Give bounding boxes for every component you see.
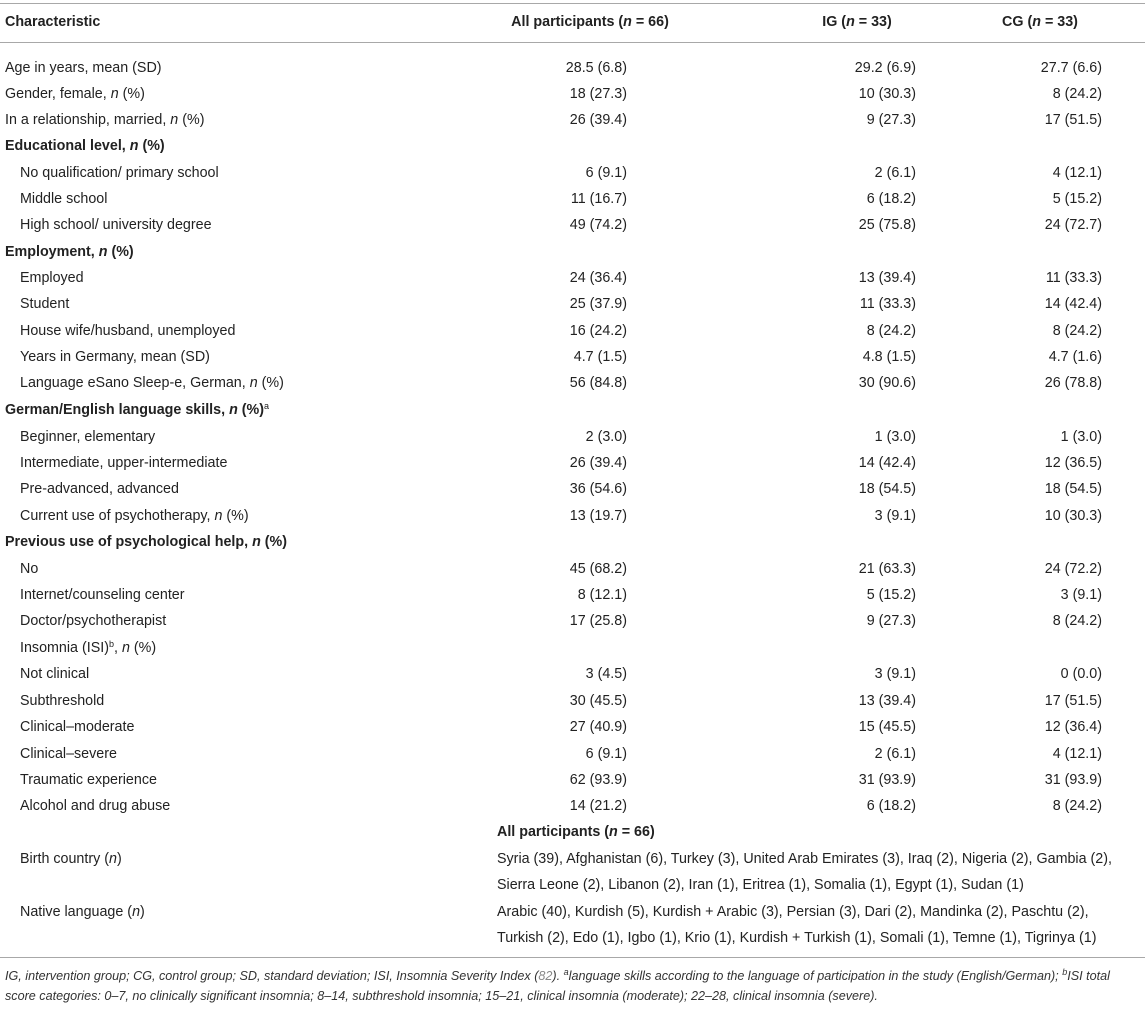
header-all-participants: All participants (n = 66) bbox=[511, 14, 669, 30]
section-heading: Previous use of psychological help, n (%) bbox=[5, 534, 288, 550]
native-language-row-continued: Turkish (2), Edo (1), Igbo (1), Krio (1), Kurdish + Turkish (1), Somali (1), Temne (1), Tigrinya (1) bbox=[497, 930, 1097, 946]
birth-country-row-continued: Sierra Leone (2), Libanon (2), Iran (1), Eritrea (1), Somalia (1), Egypt (1), Sudan (1) bbox=[497, 877, 1024, 893]
table-row: Traumatic experience 62 (93.9) 31 (93.9) 31 (93.9) bbox=[20, 772, 1102, 788]
subheader-all-participants: All participants (n = 66) bbox=[497, 824, 655, 840]
table-row: No 45 (68.2) 21 (63.3) 24 (72.2) bbox=[20, 561, 1102, 577]
section-heading: Employment, n (%) bbox=[5, 244, 134, 260]
table-row: House wife/husband, unemployed 16 (24.2) 8 (24.2) 8 (24.2) bbox=[20, 323, 1102, 339]
table-row: No qualification/ primary school 6 (9.1) 2 (6.1) 4 (12.1) bbox=[20, 165, 1102, 181]
top-rule bbox=[0, 3, 1145, 4]
table-row: Employed 24 (36.4) 13 (39.4) 11 (33.3) bbox=[20, 270, 1102, 286]
header-cg: CG (n = 33) bbox=[1002, 14, 1078, 30]
table-row: Gender, female, n (%) 18 (27.3) 10 (30.3) 8 (24.2) bbox=[5, 86, 1102, 102]
bottom-rule bbox=[0, 957, 1145, 958]
table-row: Middle school 11 (16.7) 6 (18.2) 5 (15.2) bbox=[20, 191, 1102, 207]
table-row: Subthreshold 30 (45.5) 13 (39.4) 17 (51.5) bbox=[20, 693, 1102, 709]
table-row: In a relationship, married, n (%) 26 (39.4) 9 (27.3) 17 (51.5) bbox=[5, 112, 1102, 128]
header-rule bbox=[0, 42, 1145, 43]
native-language-row: Native language (n) Arabic (40), Kurdish (5), Kurdish + Arabic (3), Persian (3), Dari (2), Mandinka (2), Paschtu (2), bbox=[20, 904, 1089, 920]
table-row: Pre-advanced, advanced 36 (54.6) 18 (54.5) 18 (54.5) bbox=[20, 481, 1102, 497]
birth-country-row: Birth country (n) Syria (39), Afghanistan (6), Turkey (3), United Arab Emirates (3), Iraq (2), Nigeria (2), Gambia (2), bbox=[20, 851, 1112, 867]
table-row: Age in years, mean (SD) 28.5 (6.8) 29.2 (6.9) 27.7 (6.6) bbox=[5, 60, 1102, 76]
table-row: High school/ university degree 49 (74.2) 25 (75.8) 24 (72.7) bbox=[20, 217, 1102, 233]
table-row: Intermediate, upper-intermediate 26 (39.4) 14 (42.4) 12 (36.5) bbox=[20, 455, 1102, 471]
table-header-row bbox=[0, 9, 1145, 35]
reference-link[interactable]: 82 bbox=[538, 969, 553, 983]
table-row: Beginner, elementary 2 (3.0) 1 (3.0) 1 (3.0) bbox=[20, 429, 1102, 445]
table-row: Clinical–moderate 27 (40.9) 15 (45.5) 12 (36.4) bbox=[20, 719, 1102, 735]
table-row: Years in Germany, mean (SD) 4.7 (1.5) 4.8 (1.5) 4.7 (1.6) bbox=[20, 349, 1102, 365]
table-row: Student 25 (37.9) 11 (33.3) 14 (42.4) bbox=[20, 296, 1102, 312]
header-ig: IG (n = 33) bbox=[822, 14, 892, 30]
table-row: Doctor/psychotherapist 17 (25.8) 9 (27.3) 8 (24.2) bbox=[20, 613, 1102, 629]
table-row: Alcohol and drug abuse 14 (21.2) 6 (18.2) 8 (24.2) bbox=[20, 798, 1102, 814]
table-footnote: IG, intervention group; CG, control group; SD, standard deviation; ISI, Insomnia Severity Index (82). $^a$language skills according to the language of participation in the study (English/German); $^b$ISI total score categories: 0–7, no clinically significant insomnia; 8–14, subthreshold insomnia; 15–21, clinical insomnia (moderate); 22–28, clinical insomnia (severe). bbox=[5, 967, 1110, 1003]
section-heading: Educational level, n (%) bbox=[5, 138, 165, 154]
table-row: Language eSano Sleep-e, German, n (%) 56 (84.8) 30 (90.6) 26 (78.8) bbox=[20, 375, 1102, 391]
table-row: Internet/counseling center 8 (12.1) 5 (15.2) 3 (9.1) bbox=[20, 587, 1102, 603]
table-row: Not clinical 3 (4.5) 3 (9.1) 0 (0.0) bbox=[20, 666, 1102, 682]
table-row: Current use of psychotherapy, n (%) 13 (19.7) 3 (9.1) 10 (30.3) bbox=[20, 508, 1102, 524]
header-characteristic: Characteristic bbox=[5, 14, 101, 30]
section-heading: German/English language skills, n (%)$^a$ bbox=[5, 401, 270, 418]
table-row: Clinical–severe 6 (9.1) 2 (6.1) 4 (12.1) bbox=[20, 746, 1102, 762]
table-row: Insomnia (ISI)$^b$, n (%) bbox=[20, 639, 157, 656]
